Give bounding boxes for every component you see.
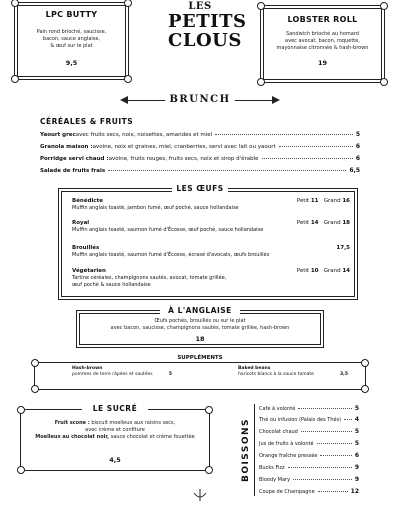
item-name: Orange fraîche pressée bbox=[259, 453, 318, 459]
logo-line-2: PETITS bbox=[168, 11, 247, 32]
lobster-roll-box bbox=[260, 5, 385, 83]
sucre-desc bbox=[24, 420, 206, 441]
supplement-item-beans bbox=[238, 366, 348, 378]
sucre-line-1: Fruit scone : biscuit moelleux aux raisins secs, bbox=[54, 420, 176, 426]
item-name: Jus de fruits à volonté bbox=[259, 441, 314, 447]
item-name: Coupe de Champagne bbox=[259, 489, 315, 495]
cereales-item bbox=[40, 131, 360, 138]
item-name: Bénédicte bbox=[72, 198, 104, 204]
grand-price: 16 bbox=[342, 198, 350, 204]
petit-label: Petit bbox=[296, 220, 310, 226]
lpc-butty-price: 9,5 bbox=[65, 59, 78, 67]
arrow-right-icon bbox=[272, 96, 280, 104]
ornament-icon bbox=[192, 486, 208, 498]
lpc-butty-title: LPC BUTTY bbox=[45, 10, 98, 19]
item-desc: pommes de terre râpées et sautées bbox=[72, 372, 153, 377]
anglaise-desc-1: Œufs pochés, brouillés ou sur le plat bbox=[154, 318, 246, 324]
drink-item bbox=[259, 488, 359, 495]
grand-price: 14 bbox=[342, 268, 350, 274]
item-name: Royal bbox=[72, 220, 90, 226]
supplement-item-hashbrown bbox=[72, 366, 172, 378]
item-price: 9 bbox=[354, 476, 359, 483]
restaurant-logo bbox=[168, 0, 247, 62]
sucre-price: 4,5 bbox=[109, 456, 121, 464]
lobster-roll-title: LOBSTER ROLL bbox=[287, 15, 358, 24]
drink-item bbox=[259, 416, 359, 423]
item-prices bbox=[297, 198, 350, 205]
item-price: 5 bbox=[355, 131, 360, 138]
lpc-butty-desc-1: Pain rond brioché, saucisse, bbox=[36, 29, 107, 35]
sucre-line-3: Moelleux au chocolat noir, sauce chocolat et crème fouettée bbox=[35, 434, 195, 440]
oeuf-item-vegetarien bbox=[72, 268, 350, 288]
grand-label: Grand bbox=[323, 220, 341, 226]
petit-price: 14 bbox=[310, 220, 319, 226]
item-price: 6 bbox=[355, 155, 360, 162]
item-price: 9 bbox=[354, 464, 359, 471]
item-name: Bloody Mary bbox=[259, 477, 291, 483]
lpc-butty-desc-2: bacon, sauce anglaise, bbox=[42, 36, 101, 42]
supplements-title: SUPPLÉMENTS bbox=[177, 355, 223, 361]
item-price: 5 bbox=[354, 440, 359, 447]
item-desc: avoine, noix et graines, miel, cranberries, servi avec lait ou yaourt bbox=[92, 144, 276, 150]
single-price: 17,5 bbox=[336, 245, 350, 251]
item-name: Hash-brown bbox=[72, 366, 103, 371]
item-name: Baked beans bbox=[238, 366, 271, 371]
item-name: Bucks Fizz bbox=[259, 465, 285, 471]
oeuf-item-benedicte bbox=[72, 198, 350, 212]
petit-label: Petit bbox=[296, 198, 310, 204]
item-price: 5 bbox=[354, 405, 359, 412]
item-price: 6 bbox=[355, 143, 360, 150]
petit-price: 10 bbox=[310, 268, 319, 274]
petit-label: Petit bbox=[296, 268, 310, 274]
drink-item bbox=[259, 428, 359, 435]
anglaise-price: 18 bbox=[195, 335, 205, 343]
item-prices bbox=[297, 268, 350, 275]
item-desc: œuf poché & sauce hollandaise bbox=[72, 281, 151, 288]
grand-price: 18 bbox=[342, 220, 350, 226]
lobster-roll-price: 19 bbox=[317, 59, 328, 67]
drink-item bbox=[259, 452, 359, 459]
drink-item bbox=[259, 440, 359, 447]
item-name: Chocolat chaud bbox=[259, 429, 298, 435]
item-price: 5 bbox=[168, 372, 172, 377]
oeuf-item-brouilles bbox=[72, 245, 350, 259]
cereales-item bbox=[40, 167, 360, 174]
oeufs-title: LES ŒUFS bbox=[172, 184, 228, 193]
lpc-butty-box bbox=[14, 2, 129, 80]
item-name: Café à volonté bbox=[259, 406, 296, 412]
brunch-banner: BRUNCH bbox=[169, 94, 231, 105]
item-desc: Muffin anglais toasté, jambon fumé, œuf poché, sauce hollandaise bbox=[72, 204, 239, 211]
item-desc: avoine, fruits rouges, fruits secs, noix et sirop d'érable bbox=[108, 156, 259, 162]
item-price: 6,5 bbox=[349, 167, 360, 174]
item-price: 5 bbox=[354, 428, 359, 435]
cereales-title: CÉRÉALES & FRUITS bbox=[40, 117, 134, 126]
item-prices bbox=[336, 245, 350, 252]
cereales-item bbox=[40, 143, 360, 150]
petit-price: 11 bbox=[310, 198, 319, 204]
item-name: Porridge servi chaud : bbox=[40, 156, 109, 162]
grand-label: Grand bbox=[323, 268, 341, 274]
oeuf-item-royal bbox=[72, 220, 350, 234]
lobster-roll-desc-3: mayonnaise citronnée & hash-brown bbox=[276, 45, 369, 51]
item-name: Granola maison : bbox=[40, 144, 93, 150]
grand-label: Grand bbox=[323, 198, 341, 204]
anglaise-desc-2: avec bacon, saucisse, champignons sautés, tomate grillée, hash-brown bbox=[110, 325, 290, 331]
item-desc: Muffin anglais toasté, saumon fumé d'Écosse, œuf poché, sauce hollandaise bbox=[72, 226, 264, 233]
anglaise-title: À L'ANGLAISE bbox=[160, 306, 240, 315]
item-desc: haricots blancs à la sauce tomate bbox=[238, 372, 314, 377]
boissons-title bbox=[236, 404, 256, 496]
item-price: 4 bbox=[354, 416, 359, 423]
item-name: Thé ou infusion (Palais des Thés) bbox=[259, 417, 342, 423]
sucre-line-2: avec crème et confiture bbox=[85, 427, 145, 433]
lpc-butty-desc-3: & œuf sur le plat bbox=[50, 43, 93, 49]
item-desc: avec fruits secs, noix, noisettes, amandes et miel bbox=[75, 132, 213, 138]
boissons-divider bbox=[254, 404, 255, 496]
item-name: Salade de fruits frais bbox=[40, 168, 106, 174]
item-name: Brouillés bbox=[72, 245, 100, 251]
cereales-item bbox=[40, 155, 360, 162]
drink-item bbox=[259, 405, 359, 412]
logo-line-1: LES bbox=[188, 1, 212, 12]
item-prices bbox=[297, 220, 350, 227]
anglaise-desc bbox=[80, 318, 320, 332]
drink-item bbox=[259, 464, 359, 471]
arrow-left-icon bbox=[120, 96, 128, 104]
item-name: Végétarien bbox=[72, 268, 106, 274]
brunch-rule-right bbox=[235, 100, 275, 101]
sucre-title: LE SUCRÉ bbox=[82, 404, 148, 413]
item-price: 12 bbox=[350, 488, 359, 495]
brunch-rule-left bbox=[125, 100, 165, 101]
lobster-roll-desc-1: Sandwich brioché au homard bbox=[286, 31, 359, 37]
boissons-title-text: BOISSONS bbox=[241, 417, 251, 483]
drink-item bbox=[259, 476, 359, 483]
lobster-roll-desc-2: avec avocat, bacon, roquette, bbox=[285, 38, 360, 44]
logo-line-3: CLOUS bbox=[168, 30, 242, 51]
item-desc: Tartine céréales, champignons sautés, avocat, tomate grillée, bbox=[72, 274, 227, 281]
item-price: 3,5 bbox=[340, 372, 348, 377]
item-price: 6 bbox=[354, 452, 359, 459]
item-name: Yaourt grec bbox=[40, 132, 76, 138]
item-desc: Muffin anglais toasté, saumon fumé d'Écosse, écrasé d'avocats, œufs brouillés bbox=[72, 251, 270, 258]
